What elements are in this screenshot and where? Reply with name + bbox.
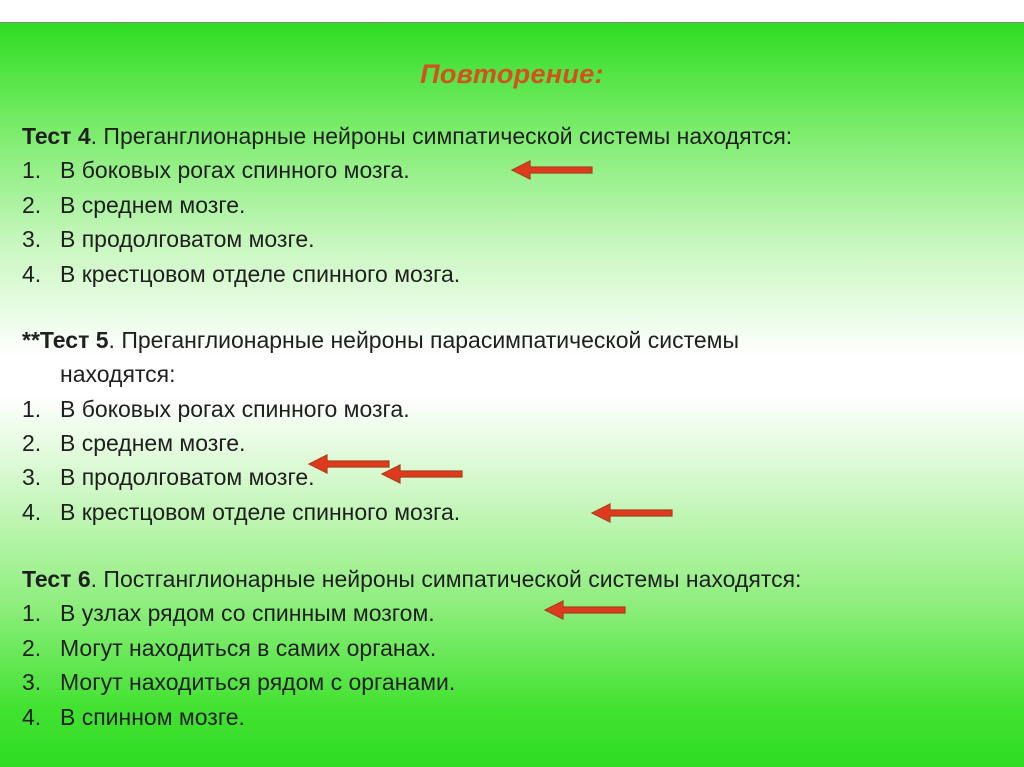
answer-text: Могут находиться рядом с органами. — [60, 669, 456, 695]
test-4-question-text: . Преганглионарные нейроны симпатической системы находятся: — [90, 123, 793, 149]
test-4-answer-3 — [22, 225, 315, 253]
left-arrow-icon — [543, 600, 627, 620]
answer-number: 1. — [22, 396, 42, 422]
test-5-question-continued: находятся: — [60, 361, 176, 387]
answer-text: Могут находиться в самих органах. — [60, 635, 437, 661]
test-4-question — [22, 122, 792, 150]
test-6-answer-2 — [22, 634, 436, 662]
answer-text: В продолговатом мозге. — [60, 464, 315, 490]
test-4-label: Тест 4 — [22, 123, 91, 149]
answer-number: 3. — [22, 226, 42, 252]
answer-number: 4. — [22, 499, 42, 525]
slide-title: Повторение: — [420, 59, 604, 89]
answer-number: 2. — [22, 192, 42, 218]
answer-number: 2. — [22, 635, 42, 661]
test-6-answer-1 — [22, 599, 435, 627]
test-6-answer-3 — [22, 668, 455, 696]
answer-text: В среднем мозге. — [60, 430, 246, 456]
test-4-answer-2 — [22, 191, 245, 219]
answer-text: В крестцовом отделе спинного мозга. — [60, 261, 461, 287]
test-5-question-text: . Преганглионарные нейроны парасимпатической системы — [108, 327, 740, 353]
answer-number: 2. — [22, 430, 42, 456]
test-4-answer-4 — [22, 260, 460, 288]
answer-text: В крестцовом отделе спинного мозга. — [60, 499, 461, 525]
test-5-prefix: ** — [22, 327, 40, 353]
test-6-label: Тест 6 — [22, 566, 91, 592]
test-6-answer-4 — [22, 703, 245, 731]
left-arrow-icon — [380, 464, 464, 484]
left-arrow-icon — [590, 503, 674, 523]
answer-text: В продолговатом мозге. — [60, 226, 315, 252]
test-5-question — [22, 326, 739, 354]
answer-number: 3. — [22, 669, 42, 695]
answer-number: 4. — [22, 704, 42, 730]
answer-text: В спинном мозге. — [60, 704, 245, 730]
test-4-answer-1 — [22, 156, 410, 184]
answer-number: 1. — [22, 600, 42, 626]
test-5-answer-4 — [22, 498, 460, 526]
test-6-question-text: . Постганглионарные нейроны симпатической системы находятся: — [90, 566, 802, 592]
test-6-question — [22, 565, 801, 593]
test-5-label: Тест 5 — [39, 327, 109, 353]
test-5-answer-2 — [22, 429, 245, 457]
answer-text: В среднем мозге. — [60, 192, 246, 218]
test-5-answer-1 — [22, 395, 410, 423]
answer-text: В узлах рядом со спинным мозгом. — [60, 600, 435, 626]
top-white-strip — [0, 0, 1024, 22]
test-5-answer-3 — [22, 463, 315, 491]
answer-number: 1. — [22, 157, 42, 183]
left-arrow-icon — [510, 160, 594, 180]
answer-text: В боковых рогах спинного мозга. — [60, 157, 410, 183]
left-arrow-icon — [307, 454, 391, 474]
answer-number: 3. — [22, 464, 42, 490]
answer-number: 4. — [22, 261, 42, 287]
slide — [0, 22, 1024, 767]
answer-text: В боковых рогах спинного мозга. — [60, 396, 410, 422]
